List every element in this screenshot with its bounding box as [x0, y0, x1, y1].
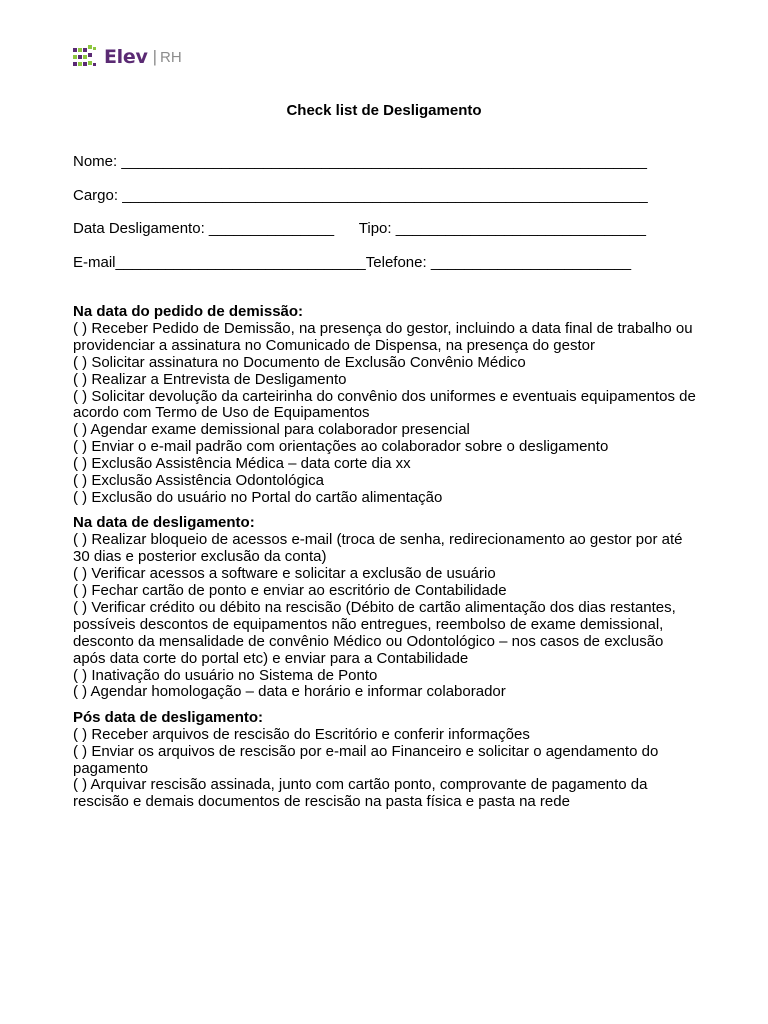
field-email-telefone: E-mail______________________________Telefone: ________________________	[73, 254, 632, 271]
list-item: ( ) Receber arquivos de rescisão do Escritório e conferir informações	[73, 725, 530, 743]
list-item: ( ) Verificar acessos a software e solicitar a exclusão de usuário	[73, 565, 496, 583]
list-item: ( ) Enviar o e-mail padrão com orientações ao colaborador sobre o desligamento	[73, 438, 609, 456]
list-item: ( ) Enviar os arquivos de rescisão por e-mail ao Financeiro e solicitar o agendamento do pagamento	[73, 742, 659, 777]
list-item: ( ) Verificar crédito ou débito na rescisão (Débito de cartão alimentação dos dias restantes, possíveis descontos de equipamentos não entregues, reembolso de exame demissional, desconto da mensalidade de convênio Médico ou Odontológico – nos casos de exclusão após data corte do portal etc) e enviar para a Contabilidade	[73, 598, 676, 667]
list-item: ( ) Exclusão do usuário no Portal do cartão alimentação	[73, 488, 443, 506]
list-item: ( ) Exclusão Assistência Odontológica	[73, 472, 324, 490]
document-title: Check list de Desligamento	[286, 102, 482, 119]
list-item: ( ) Exclusão Assistência Médica – data corte dia xx	[73, 455, 411, 473]
section-data-desligamento	[73, 515, 698, 701]
list-item: ( ) Agendar exame demissional para colaborador presencial	[73, 421, 470, 439]
checklist-content	[73, 304, 698, 820]
company-logo	[72, 44, 182, 70]
logo-separator: |	[152, 47, 157, 66]
field-cargo: Cargo: _______________________________________________________________	[73, 187, 648, 204]
list-item: ( ) Solicitar assinatura no Documento de Exclusão Convênio Médico	[73, 353, 526, 371]
section-heading: Pós data de desligamento:	[73, 708, 264, 726]
list-item: ( ) Inativação do usuário no Sistema de Ponto	[73, 666, 378, 684]
list-item: ( ) Receber Pedido de Demissão, na presença do gestor, incluindo a data final de trabalho ou providenciar a assinatura no Comunicado de Dispensa, na presença do gestor	[73, 319, 693, 354]
list-item: ( ) Solicitar devolução da carteirinha do convênio dos uniformes e eventuais equipamentos de acordo com Termo de Uso de Equipamentos	[73, 387, 696, 422]
field-nome: Nome: _______________________________________________________________	[73, 153, 647, 170]
field-data-tipo: Data Desligamento: _______________ Tipo: ______________________________	[73, 220, 646, 237]
list-item: ( ) Realizar bloqueio de acessos e-mail (troca de senha, redirecionamento ao gestor por até 30 dias e posterior exclusão da conta)	[73, 531, 683, 566]
section-pos-desligamento	[73, 710, 698, 811]
section-pedido-demissao	[73, 304, 698, 507]
elev-logo-icon	[72, 44, 98, 70]
section-heading: Na data do pedido de demissão:	[73, 303, 304, 320]
list-item: ( ) Agendar homologação – data e horário e informar colaborador	[73, 683, 506, 701]
list-item: ( ) Realizar a Entrevista de Desligamento	[73, 370, 347, 388]
logo-suffix: RH	[160, 48, 182, 66]
list-item: ( ) Fechar cartão de ponto e enviar ao escritório de Contabilidade	[73, 582, 507, 599]
logo-wordmark: Elev	[104, 46, 148, 68]
section-heading: Na data de desligamento:	[73, 514, 255, 532]
list-item: ( ) Arquivar rescisão assinada, junto com cartão ponto, comprovante de pagamento da rescisão e demais documentos de rescisão na pasta física e pasta na rede	[73, 776, 648, 811]
